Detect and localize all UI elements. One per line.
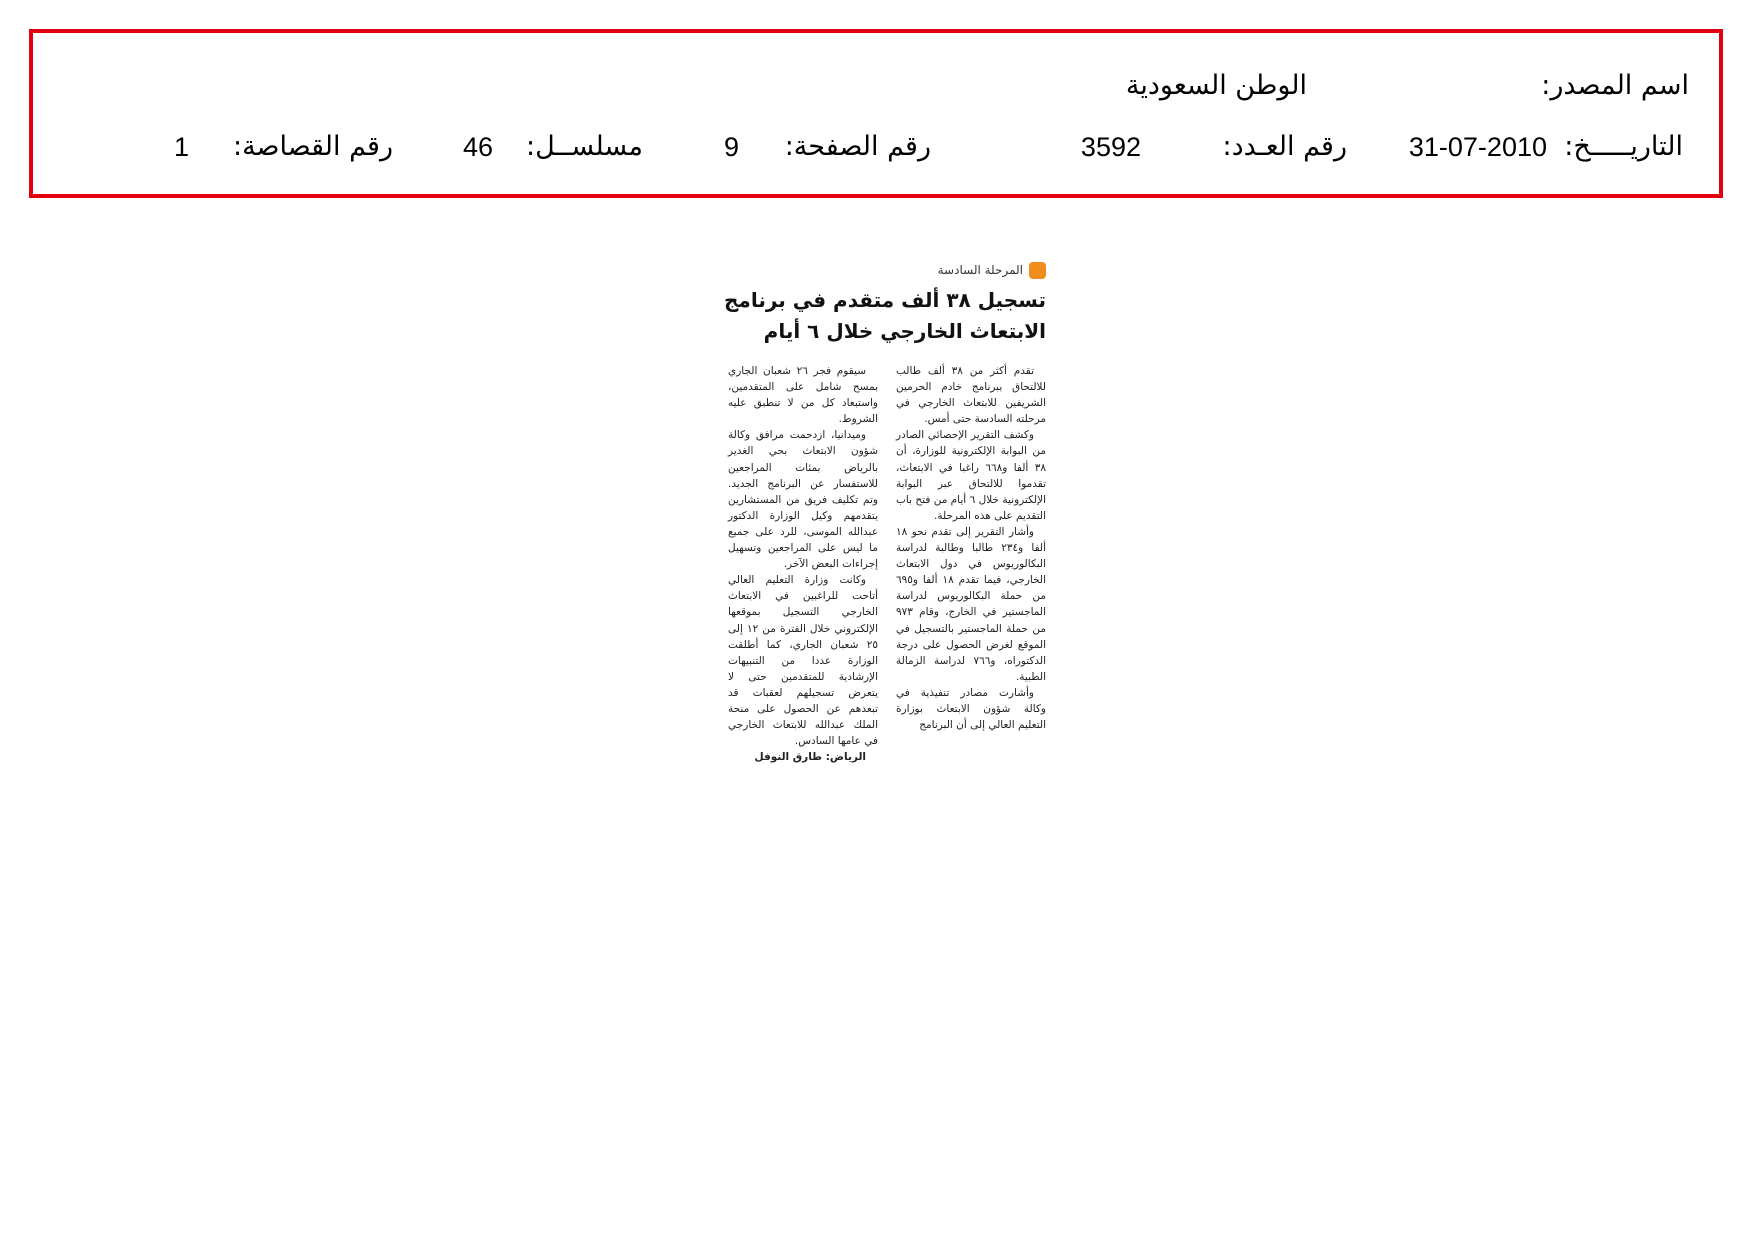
- clipping-info-box: [29, 29, 1723, 198]
- source-value: الوطن السعودية: [1125, 70, 1307, 101]
- paragraph: وميدانيا، ازدحمت مرافق وكالة شؤون الابتعاث بحي الغدير بالرياض بمئات المراجعين للاستفسار عن البرنامج الجديد. وتم تكليف فريق من المستشارين يتقدمهم وكيل الوزارة الدكتور عبدالله الموسى، للرد على جميع ما ليس على المراجعين وتسهيل إجراءات البعض الآخر.: [728, 429, 878, 571]
- page-value: 9: [723, 132, 739, 162]
- info-row-details: [33, 125, 1719, 169]
- issue-value: 3592: [1080, 132, 1141, 162]
- info-row-source: [33, 64, 1719, 108]
- article-column-left: [728, 363, 878, 765]
- source-label: اسم المصدر:: [1541, 70, 1689, 101]
- issue-label: رقم العـدد:: [1222, 131, 1347, 162]
- article-byline: الرياض: طارق النوفل: [754, 751, 866, 764]
- paragraph: سيقوم فجر ٢٦ شعبان الجاري بمسح شامل على المتقدمين، واستبعاد كل من لا تنطبق عليه الشروط.: [728, 365, 878, 426]
- paragraph: وكشف التقرير الإحصائي الصادر من البوابة الإلكترونية للوزارة، أن ٣٨ ألفا و٦٦٨ راغبا في الابتعاث، تقدموا للالتحاق عبر البوابة الإلكترونية خلال ٦ أيام من فتح باب التقديم على هذه المرحلة.: [896, 429, 1047, 522]
- newspaper-clipping: [706, 255, 1054, 780]
- section-label: المرحلة السادسة: [937, 263, 1023, 277]
- serial-value: 46: [462, 132, 493, 162]
- section-tag: [938, 261, 1046, 279]
- serial-label: مسلســل:: [526, 131, 643, 162]
- paragraph: تقدم أكثر من ٣٨ ألف طالب للالتحاق ببرنامج خادم الحرمين الشريفين للابتعاث الخارجي في مرحلته السادسة حتى أمس.: [896, 365, 1046, 426]
- paragraph: وكانت وزارة التعليم العالي أتاحت للراغبين في الابتعاث الخارجي التسجيل بموقعها الإلكتروني خلال الفترة من ١٢ إلى ٢٥ شعبان الجاري، كما أطلقت الوزارة عددا من التنبيهات الإرشادية للمتقدمين حتى لا يتعرض تسجيلهم لعقبات قد تبعدهم عن الحصول على منحة الملك عبدالله للابتعاث الخارجي في عامها السادس.: [728, 574, 878, 748]
- paragraph: وأشار التقرير إلى تقدم نحو ١٨ ألفا و٢٣٤ طالبا وطالبة لدراسة البكالوريوس في دول الابتعاث الخارجي، فيما تقدم ١٨ ألفا و٦٩٥ من حملة البكالوريوس لدراسة الماجستير في الخارج، وقام ٩٧٣ من حملة الماجستير بالتسجيل في الموقع لغرض الحصول على درجة الدكتوراه، و٧٦٦ لدراسة الزمالة الطبية.: [896, 525, 1047, 683]
- date-label: التاريـــــخ:: [1564, 131, 1683, 162]
- orange-square-icon: [1029, 262, 1046, 279]
- article-headline: تسجيل ٣٨ ألف متقدم في برنامج الابتعاث الخارجي خلال ٦ أيام: [724, 288, 1046, 343]
- paragraph: وأشارت مصادر تنفيذية في وكالة شؤون الابتعاث بوزارة التعليم العالي إلى أن البرنامج: [896, 686, 1046, 732]
- clip-number-value: 1: [173, 132, 189, 162]
- article-column-right: [896, 363, 1046, 733]
- clip-number-label: رقم القصاصة:: [232, 131, 393, 162]
- date-value: 31-07-2010: [1408, 132, 1547, 162]
- page-label: رقم الصفحة:: [784, 131, 931, 162]
